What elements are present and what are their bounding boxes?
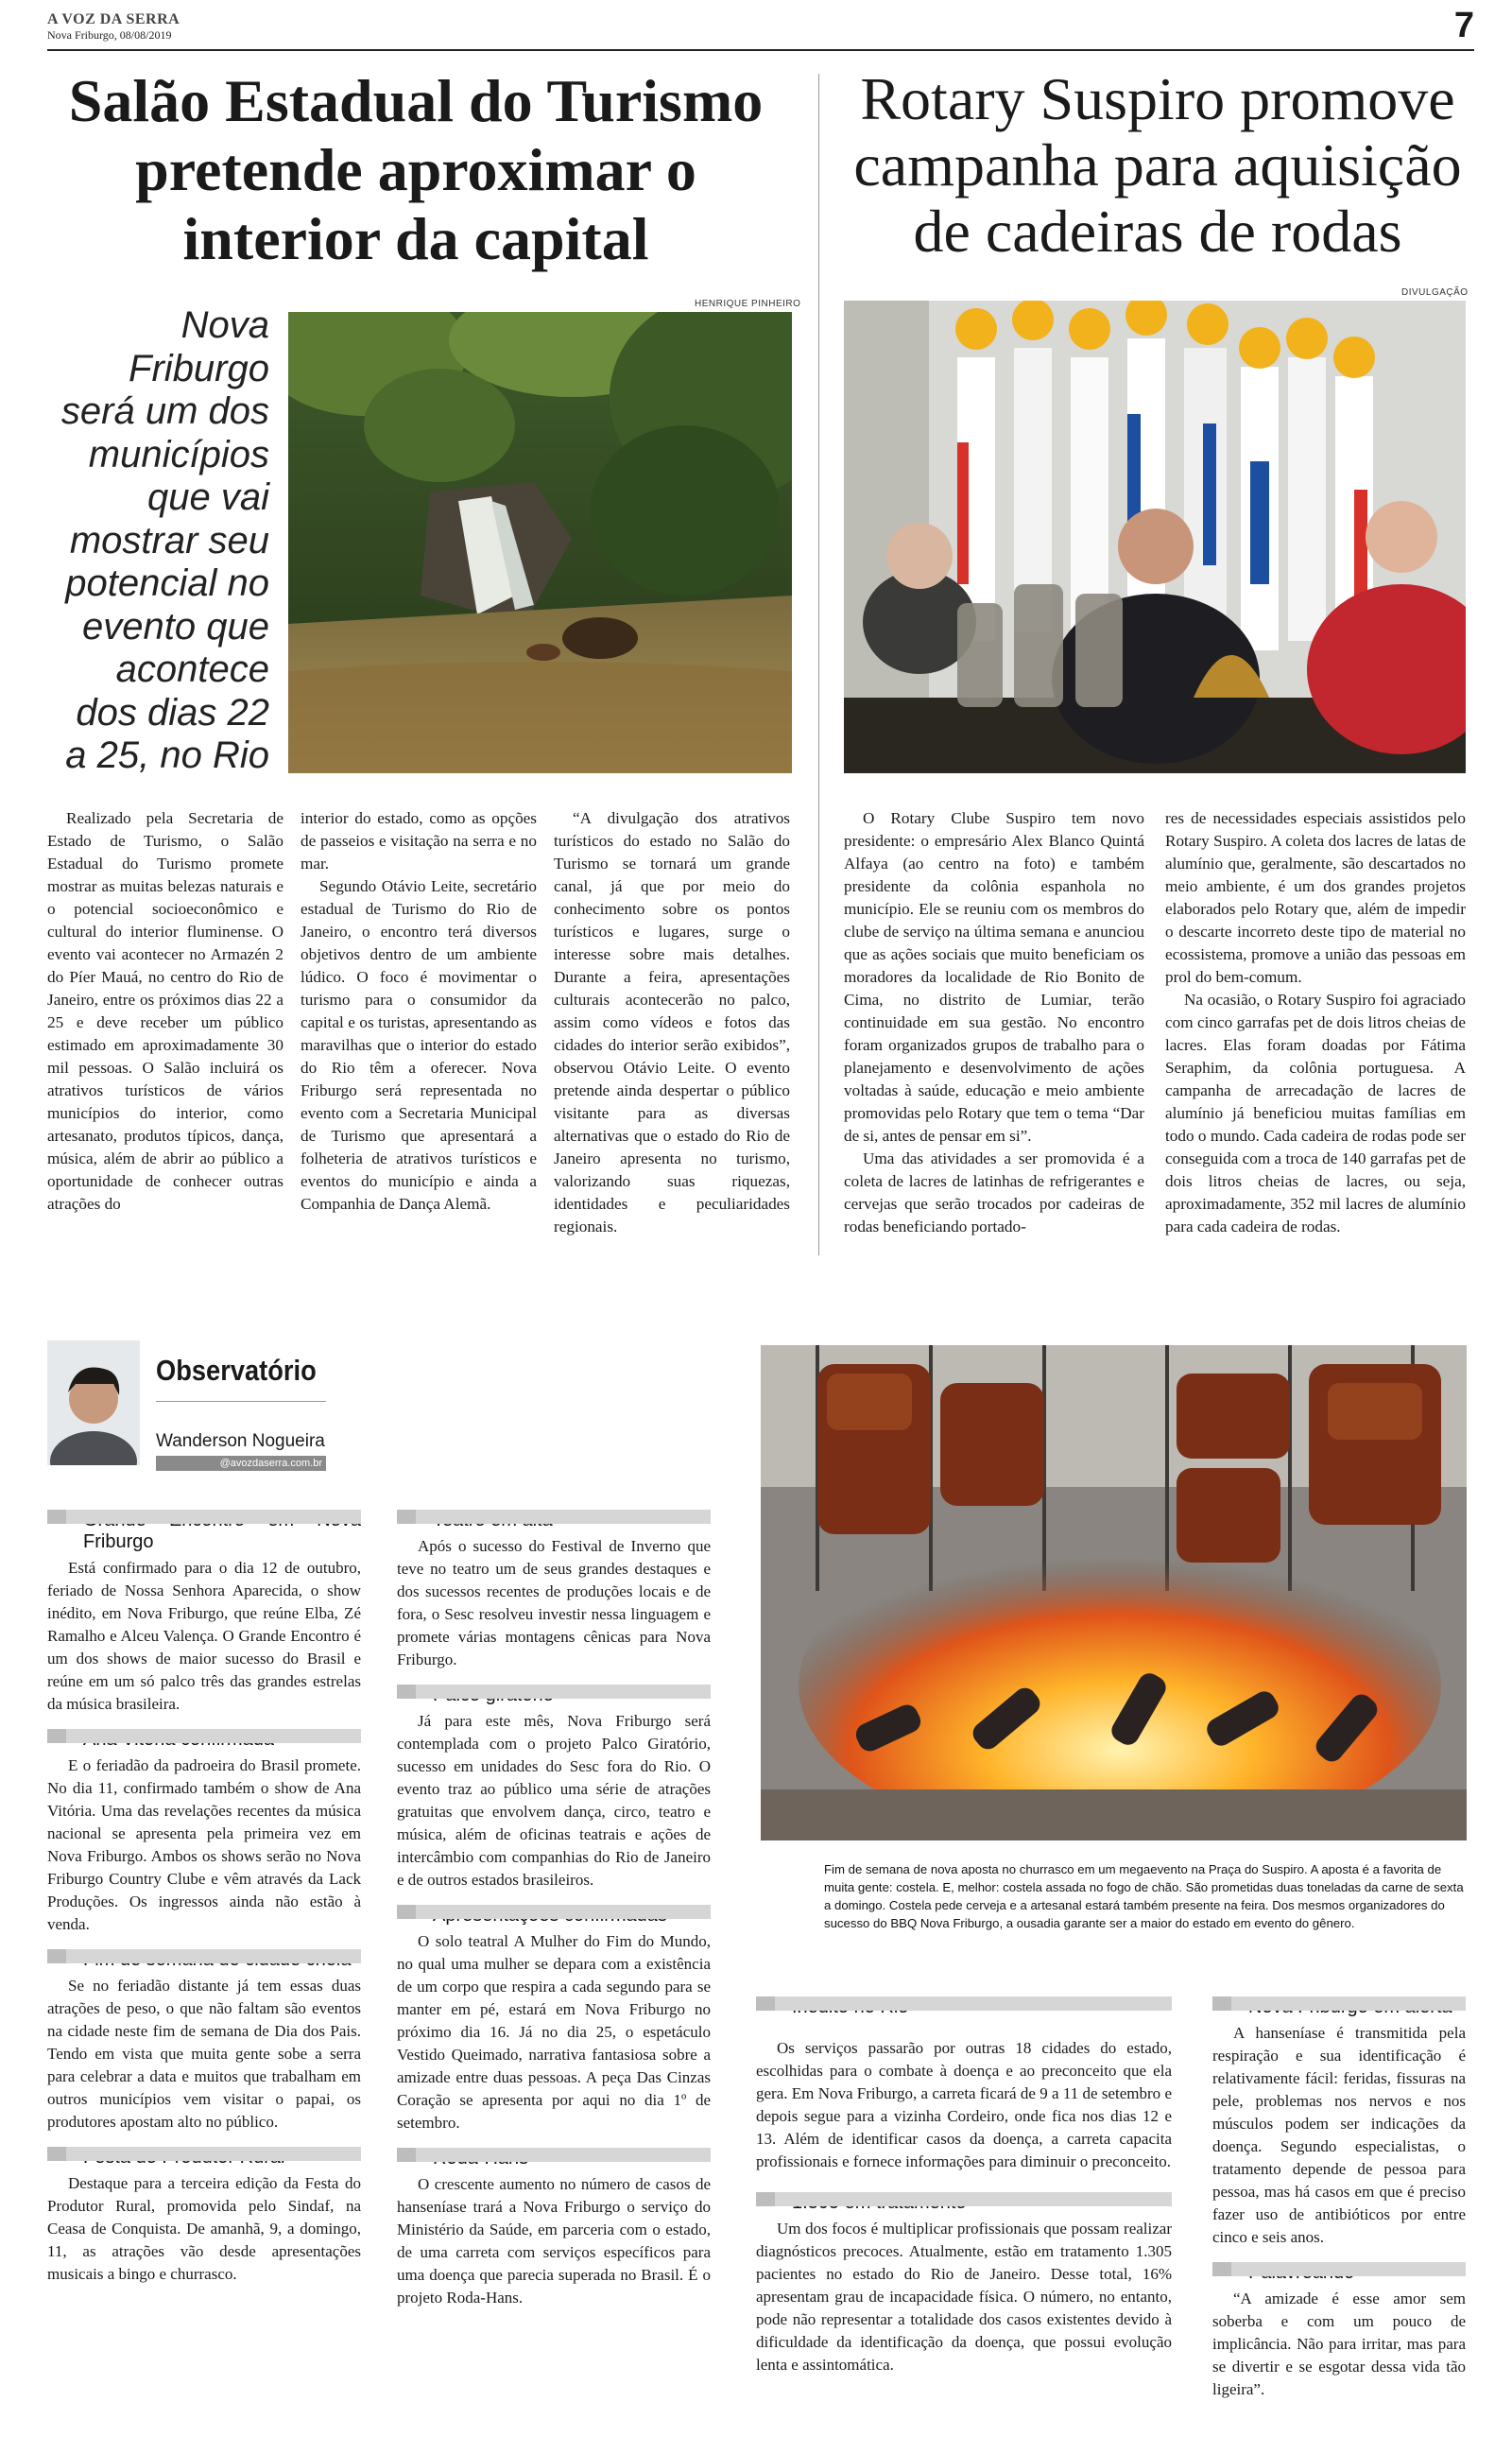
section-bar (397, 1510, 711, 1524)
item-text: Já para este mês, Nova Friburgo será contemplada com o projeto Palco Giratório, sucesso em unidades do Sesc fora do Rio. O evento traz ao público uma série de atrações gratuitas que envolvem dança, circo, teatro e música, além de oficinas teatrais e ações de intercâmbio com companhias do Rio de Janeiro e de outros estados brasileiros. (397, 1712, 711, 1889)
paragraph: “A divulgação dos atrativos turísticos do estado no Salão do Turismo se tornará um grande canal, já que por meio do conhecimento sobre os pontos turísticos e lugares, surge o interesse sobre mais detalhes. Durante a feira, apresentações culturais acontecerão no palco, assim como vídeos e fotos das cidades do interior serão exibidos”, observou Otávio Leite. O evento pretende ainda despertar o público visitante para as diversas alternativas que o estado do Rio de Janeiro apresenta no turismo, valorizando suas riquezas, identidades e peculiaridades regionais. (554, 809, 790, 1236)
column-col-3 (756, 1996, 1172, 2376)
left-article-column-2 (301, 807, 537, 1216)
page-number: 7 (1453, 6, 1474, 45)
column-col-1 (47, 1510, 361, 2286)
waterfall-photo (288, 312, 792, 773)
item-text: A hanseníase é transmitida pela respiração e sua identificação é relativamente fácil: feridas, fissuras na pele, problemas nos nervos e nos músculos podem ser indicações da doença. Segundo especialistas, o tratamento depende de pessoa para pessoa, mas há casos em que é preciso fazer uso de antibióticos por entre cinco e seis anos. (1212, 2024, 1466, 2246)
right-article-column-2 (1165, 807, 1466, 1238)
section-bar (1212, 1996, 1466, 2011)
item-text: “A amizade é esse amor sem soberba e com um pouco de implicância. Não para irritar, mas para se divertir e se esgotar dessa vida tão ligeira”. (1212, 2290, 1466, 2398)
section-bar (756, 1996, 1172, 2011)
right-article-column-1 (844, 807, 1144, 1238)
column-title: Observatório (156, 1354, 317, 1387)
section-bar (47, 1949, 361, 1963)
rotary-meeting-photo (844, 301, 1466, 773)
paragraph: Na ocasião, o Rotary Suspiro foi agraciado com cinco garrafas pet de dois litros cheias de lacres. Elas foram doadas por Fátima Seraphim, da colônia portuguesa. A campanha de arrecadação de lacres de alumínio já beneficiou muitas famílias em todo o mundo. Cada cadeira de rodas pode ser conseguida com a troca de 140 garrafas pet de dois litros cheias de lacres, ou seja, aproximadamente, 352 mil lacres de alumínio para cada cadeira de rodas. (1165, 991, 1466, 1236)
paragraph: interior do estado, como as opções de passeios e visitação na serra e no mar. (301, 809, 537, 873)
item-text: O solo teatral A Mulher do Fim do Mundo, no qual uma mulher se depara com a existência de um corpo que respira a cada segundo para se manter em pé, estará em Nova Friburgo no próximo dia 16. Já no dia 25, o espetáculo Vestido Queimado, narrativa fantasiosa sobre a amizade entre duas pessoas. A peça Das Cinzas Coração se apresenta por aqui no dia 1º de setembro. (397, 1932, 711, 2132)
item-text: Após o sucesso do Festival de Inverno que teve no teatro um de seus grandes destaques e dos sucessos recentes de produções locais e de fora, o Sesc resolveu investir nessa linguagem e promete várias montagens cênicas para Nova Friburgo. (397, 1537, 711, 1668)
paragraph: Realizado pela Secretaria de Estado de Turismo, o Salão Estadual do Turismo promete mostrar as muitas belezas naturais e o potencial socioeconômico e cultural do interior fluminense. O evento vai acontecer no Armazén 2 do Píer Mauá, no centro do Rio de Janeiro, entre os próximos dias 22 a 25 e deve receber um público estimado em aproximadamente 30 mil pessoas. O Salão incluirá os atrativos turísticos de vários municípios do interior, como artesanato, produtos típicos, dança, música, além de abrir ao público a oportunidade de conhecer outras atrações do (47, 809, 284, 1213)
item-text: Se no feriadão distante já tem essas duas atrações de peso, o que não faltam são eventos na cidade neste fim de semana de Dia dos Pais. Tendo em vista que muita gente sobe a serra para celebrar a data e muitos que trabalham em outros municípios vem visitar o papai, os produtores apostam alto no público. (47, 1977, 361, 2131)
edition-date: Nova Friburgo, 08/08/2019 (47, 28, 172, 42)
right-article-headline: Rotary Suspiro promove campanha para aquisição de cadeiras de rodas (853, 65, 1462, 265)
section-bar (47, 1510, 361, 1524)
left-article-column-3 (554, 807, 790, 1238)
section-bar (47, 1729, 361, 1743)
section-bar (1212, 2262, 1466, 2276)
item-text: E o feriadão da padroeira do Brasil promete. No dia 11, confirmado também o show de Ana Vitória. Uma das revelações recentes da música nacional se apresenta pela primeira vez em Nova Friburgo. Ambos os shows serão no Nova Friburgo Country Clube e vêm através da Lack Produções. Os ingressos ainda não estão à venda. (47, 1756, 361, 1933)
section-bar (397, 1905, 711, 1919)
left-article-headline: Salão Estadual do Turismo pretende aproximar o interior da capital (68, 67, 764, 272)
left-photo-credit: HENRIQUE PINHEIRO (695, 299, 801, 309)
newspaper-name: A VOZ DA SERRA (47, 11, 180, 27)
author-avatar (47, 1340, 140, 1465)
right-photo-credit: DIVULGAÇÃO (1401, 287, 1469, 298)
column-handle: @avozdaserra.com.br (156, 1456, 326, 1471)
column-title-rule (156, 1401, 326, 1402)
barbecue-photo-caption: Fim de semana de nova aposta no churrasco em um megaevento na Praça do Suspiro. A aposta é a favorita de muita gente: costela. E, melhor: costela assada no fogo de chão. São prometidas duas toneladas da carne de sexta a domingo. Costela pede cerveja e a artesanal estará também presente na feira. Dos mesmos organizadores do sucesso do BBQ Nova Friburgo, a ousadia garante ser a maior do estado em evento do gênero. (824, 1862, 1464, 1930)
paragraph: O Rotary Clube Suspiro tem novo presidente: o empresário Alex Blanco Quintá Alfaya (ao centro na foto) e também presidente da colônia espanhola no município. Ele se reuniu com os membros do clube de serviço na última semana e anunciou que as ações sociais que muito beneficiam os moradores da localidade de Rio Bonito de Cima, no distrito de Lumiar, terão continuidade em sua gestão. No encontro foram organizados grupos de trabalho para o planejamento e desenvolvimento de ações voltadas à saúde, educação e meio ambiente promovidas pelo Rotary que tem o tema “Dar de si, antes de pensar em si”. (844, 809, 1144, 1145)
article-divider (818, 74, 819, 1255)
paragraph: Uma das atividades a ser promovida é a coleta de lacres de latinhas de refrigerantes e cervejas que serão trocados por cadeiras de rodas beneficiando portado- (844, 1149, 1144, 1236)
item-text: O crescente aumento no número de casos de hanseníase trará a Nova Friburgo o serviço do Ministério da Saúde, em parceria com o estado, de uma carreta com serviços específicos para uma doença que parecia superada no Brasil. É o projeto Roda-Hans. (397, 2175, 711, 2307)
paragraph: res de necessidades especiais assistidos pelo Rotary Suspiro. A coleta dos lacres de latas de alumínio que, geralmente, são descartados no meio ambiente, é um dos grandes projetos elaborados pelo Rotary que, além de impedir o descarte incorreto deste tipo de material no ecossistema, promove a união das pessoas em prol do bem-comum. (1165, 809, 1466, 986)
left-article-lead: Nova Friburgo será um dos municípios que vai mostrar seu potencial no evento que acontece dos dias 22 a 25, no Rio (60, 304, 269, 776)
column-col-2 (397, 1510, 711, 2309)
barbecue-photo (761, 1345, 1467, 1840)
column-author: Wanderson Nogueira (156, 1431, 325, 1451)
item-text: Destaque para a terceira edição da Festa do Produtor Rural, promovida pelo Sindaf, na Ceasa de Conquista. De amanhã, 9, a domingo, 11, as atrações vão desde apresentações musicais a bingo e churrasco. (47, 2174, 361, 2283)
header-rule (47, 49, 1474, 51)
item-text: Está confirmado para o dia 12 de outubro, feriado de Nossa Senhora Aparecida, o show inédito, em Nova Friburgo, que reúne Elba, Zé Ramalho e Alceu Valença. O Grande Encontro é um dos shows de maior sucesso do Brasil e reúne em um só palco três das grandes estrelas da música brasileira. (47, 1559, 361, 1713)
section-bar (397, 2148, 711, 2162)
section-bar (397, 1685, 711, 1699)
paragraph: Segundo Otávio Leite, secretário estadual de Turismo do Rio de Janeiro, o encontro terá diversos objetivos dentro de um ambiente lúdico. O foco é movimentar o turismo para o consumidor da capital e os turistas, apresentando as maravilhas que o interior do estado do Rio têm a oferecer. Nova Friburgo será representada no evento com a Secretaria Municipal de Turismo que apresentará a folheteria de atrativos turísticos e eventos do município e ainda a Companhia de Dança Alemã. (301, 877, 537, 1213)
section-bar (756, 2192, 1172, 2206)
item-title: Friburgo (83, 1531, 154, 1552)
column-col-4 (1212, 1996, 1466, 2401)
section-bar (47, 2147, 361, 2161)
item-text: Os serviços passarão por outras 18 cidades do estado, escolhidas para o combate à doença e ao preconceito que ela gera. Em Nova Friburgo, a carreta ficará de 9 a 11 de setembro e depois segue para a vizinha Cordeiro, onde fica nos dias 12 e 13. Além de identificar casos da doença, a carreta capacita profissionais e fornece informações para diminuir o preconceito. (756, 2039, 1172, 2170)
left-article-column-1 (47, 807, 284, 1216)
item-text: Um dos focos é multiplicar profissionais que possam realizar diagnósticos precoces. Atualmente, estão em tratamento 1.305 pacientes no estado do Rio de Janeiro. Desse total, 16% apresentam grau de incapacidade física. O número, no entanto, pode não representar a totalidade dos casos existentes devido à dificuldade da identificação da doença, que possui evolução lenta e assintomática. (756, 2220, 1172, 2374)
